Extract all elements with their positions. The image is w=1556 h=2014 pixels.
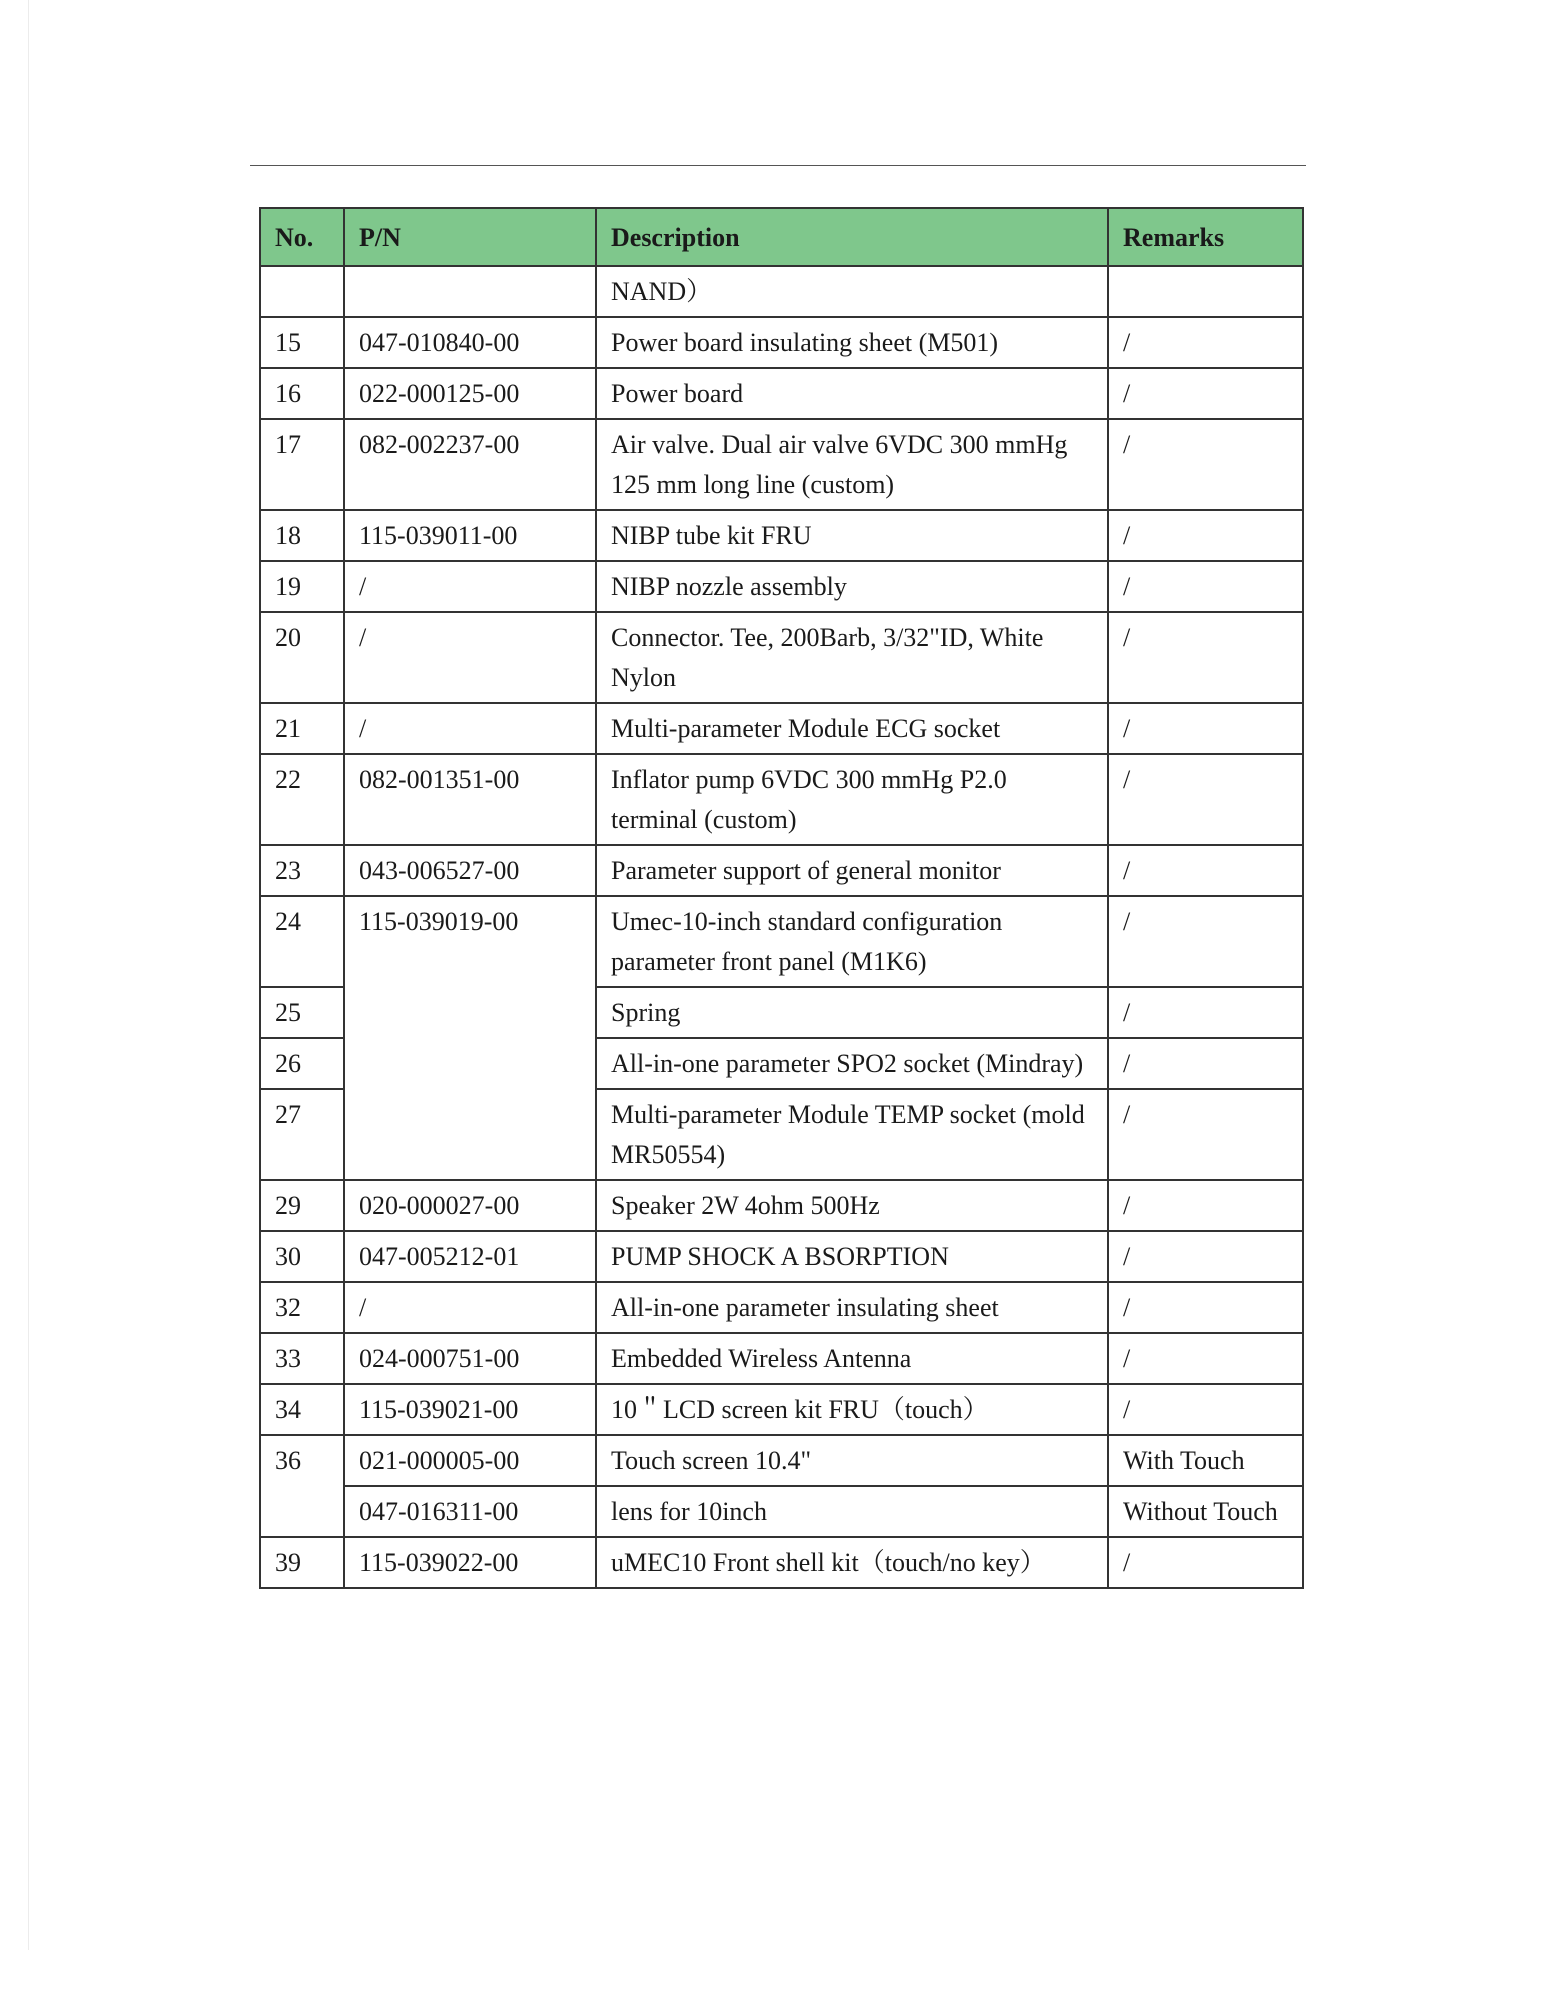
- cell-remarks: With Touch: [1108, 1435, 1303, 1486]
- cell-pn: 082-002237-00: [344, 419, 596, 510]
- table-row: [260, 1180, 1303, 1231]
- table-row: [260, 1282, 1303, 1333]
- cell-description: Parameter support of general monitor: [596, 845, 1108, 896]
- table-row: [260, 754, 1303, 845]
- table-header: [260, 208, 1303, 266]
- cell-remarks: /: [1108, 987, 1303, 1038]
- header-no: No.: [260, 208, 344, 266]
- table-row: [260, 896, 1303, 987]
- cell-remarks: /: [1108, 1089, 1303, 1180]
- cell-remarks: /: [1108, 845, 1303, 896]
- cell-no: 19: [260, 561, 344, 612]
- table-row: [260, 1486, 1303, 1537]
- cell-no: 24: [260, 896, 344, 987]
- cell-description: NIBP nozzle assembly: [596, 561, 1108, 612]
- cell-pn: 115-039019-00: [344, 896, 596, 1180]
- cell-remarks: /: [1108, 1537, 1303, 1588]
- cell-description: Touch screen 10.4": [596, 1435, 1108, 1486]
- table-row: [260, 266, 1303, 317]
- cell-pn: 115-039022-00: [344, 1537, 596, 1588]
- cell-no: 23: [260, 845, 344, 896]
- cell-description: Power board: [596, 368, 1108, 419]
- cell-pn: 022-000125-00: [344, 368, 596, 419]
- cell-description: Spring: [596, 987, 1108, 1038]
- parts-table: [259, 207, 1304, 1589]
- cell-description: Inflator pump 6VDC 300 mmHg P2.0 terminal (custom): [596, 754, 1108, 845]
- cell-pn: 020-000027-00: [344, 1180, 596, 1231]
- cell-no: 27: [260, 1089, 344, 1180]
- cell-no: 17: [260, 419, 344, 510]
- cell-remarks: Without Touch: [1108, 1486, 1303, 1537]
- cell-remarks: /: [1108, 1231, 1303, 1282]
- table-row: [260, 368, 1303, 419]
- cell-pn: /: [344, 703, 596, 754]
- cell-remarks: /: [1108, 612, 1303, 703]
- cell-no: 29: [260, 1180, 344, 1231]
- cell-description: Speaker 2W 4ohm 500Hz: [596, 1180, 1108, 1231]
- table-row: [260, 1384, 1303, 1435]
- table-row: [260, 510, 1303, 561]
- cell-remarks: /: [1108, 754, 1303, 845]
- cell-pn: 082-001351-00: [344, 754, 596, 845]
- cell-pn: 024-000751-00: [344, 1333, 596, 1384]
- cell-remarks: /: [1108, 561, 1303, 612]
- cell-no: 20: [260, 612, 344, 703]
- cell-description: lens for 10inch: [596, 1486, 1108, 1537]
- table-row: [260, 1537, 1303, 1588]
- cell-pn: 047-016311-00: [344, 1486, 596, 1537]
- cell-description: All-in-one parameter insulating sheet: [596, 1282, 1108, 1333]
- cell-no: [260, 266, 344, 317]
- page-edge: [28, 0, 29, 1950]
- cell-pn: 047-010840-00: [344, 317, 596, 368]
- cell-no: 26: [260, 1038, 344, 1089]
- cell-no: 18: [260, 510, 344, 561]
- cell-no: 16: [260, 368, 344, 419]
- cell-remarks: /: [1108, 317, 1303, 368]
- cell-pn: 115-039011-00: [344, 510, 596, 561]
- table-row: [260, 703, 1303, 754]
- header-rule: [250, 165, 1306, 166]
- cell-no: 34: [260, 1384, 344, 1435]
- table-row: [260, 419, 1303, 510]
- cell-remarks: /: [1108, 1282, 1303, 1333]
- cell-pn: [344, 266, 596, 317]
- table-row: [260, 1435, 1303, 1486]
- table-row: [260, 561, 1303, 612]
- cell-no: 30: [260, 1231, 344, 1282]
- cell-description: PUMP SHOCK A BSORPTION: [596, 1231, 1108, 1282]
- cell-no: 25: [260, 987, 344, 1038]
- cell-pn: 043-006527-00: [344, 845, 596, 896]
- header-pn: P/N: [344, 208, 596, 266]
- cell-description: All-in-one parameter SPO2 socket (Mindray): [596, 1038, 1108, 1089]
- cell-remarks: /: [1108, 368, 1303, 419]
- cell-no: 33: [260, 1333, 344, 1384]
- cell-remarks: [1108, 266, 1303, 317]
- cell-pn: /: [344, 1282, 596, 1333]
- cell-remarks: /: [1108, 703, 1303, 754]
- table-row: [260, 612, 1303, 703]
- cell-no: 21: [260, 703, 344, 754]
- header-row: [260, 208, 1303, 266]
- cell-description: Umec-10-inch standard configuration parameter front panel (M1K6): [596, 896, 1108, 987]
- cell-no: 15: [260, 317, 344, 368]
- cell-remarks: /: [1108, 896, 1303, 987]
- cell-remarks: /: [1108, 419, 1303, 510]
- cell-remarks: /: [1108, 1180, 1303, 1231]
- cell-description: Embedded Wireless Antenna: [596, 1333, 1108, 1384]
- cell-description: Multi-parameter Module TEMP socket (mold MR50554): [596, 1089, 1108, 1180]
- cell-description: NAND）: [596, 266, 1108, 317]
- cell-description: Multi-parameter Module ECG socket: [596, 703, 1108, 754]
- cell-no: 22: [260, 754, 344, 845]
- cell-pn: /: [344, 612, 596, 703]
- table-row: [260, 317, 1303, 368]
- cell-description: uMEC10 Front shell kit（touch/no key）: [596, 1537, 1108, 1588]
- cell-description: Air valve. Dual air valve 6VDC 300 mmHg 125 mm long line (custom): [596, 419, 1108, 510]
- table-row: [260, 845, 1303, 896]
- cell-pn: /: [344, 561, 596, 612]
- cell-pn: 115-039021-00: [344, 1384, 596, 1435]
- header-remarks: Remarks: [1108, 208, 1303, 266]
- cell-remarks: /: [1108, 510, 1303, 561]
- table-body: [260, 266, 1303, 1588]
- cell-remarks: /: [1108, 1333, 1303, 1384]
- cell-description: Power board insulating sheet (M501): [596, 317, 1108, 368]
- table-row: [260, 1231, 1303, 1282]
- cell-no: 36: [260, 1435, 344, 1537]
- cell-remarks: /: [1108, 1038, 1303, 1089]
- cell-pn: 047-005212-01: [344, 1231, 596, 1282]
- cell-no: 32: [260, 1282, 344, 1333]
- cell-remarks: /: [1108, 1384, 1303, 1435]
- cell-description: 10＂LCD screen kit FRU（touch）: [596, 1384, 1108, 1435]
- header-description: Description: [596, 208, 1108, 266]
- cell-description: Connector. Tee, 200Barb, 3/32"ID, White Nylon: [596, 612, 1108, 703]
- table-row: [260, 1333, 1303, 1384]
- cell-description: NIBP tube kit FRU: [596, 510, 1108, 561]
- cell-no: 39: [260, 1537, 344, 1588]
- cell-pn: 021-000005-00: [344, 1435, 596, 1486]
